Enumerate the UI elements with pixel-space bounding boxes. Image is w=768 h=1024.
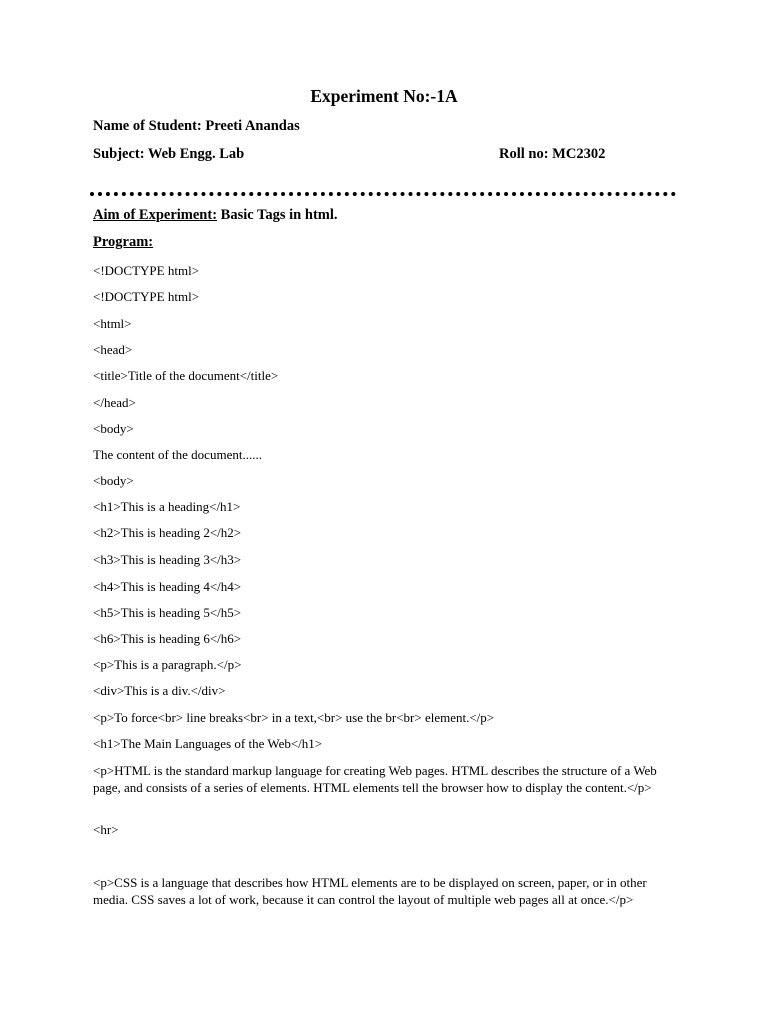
experiment-title: Experiment No:-1A [310, 86, 458, 106]
code-line: <title>Title of the document</title> [93, 368, 279, 383]
code-line: <h3>This is heading 3</h3> [93, 552, 242, 567]
code-line: <h1>The Main Languages of the Web</h1> [93, 736, 323, 751]
code-line: The content of the document...... [93, 447, 262, 462]
code-line: <h1>This is a heading</h1> [93, 499, 241, 514]
code-line: <html> [93, 316, 132, 331]
code-paragraph: <p>HTML is the standard markup language for creating Web pages. HTML describes the structure of a Web page, and consists of a series of elements. HTML elements tell the browser how to display the content.</p> [93, 763, 657, 795]
code-line: <body> [93, 473, 134, 488]
code-line: <h5>This is heading 5</h5> [93, 605, 242, 620]
aim-label: Aim of Experiment: [93, 207, 218, 223]
code-line: <hr> [93, 822, 119, 837]
code-line: <h4>This is heading 4</h4> [93, 579, 242, 594]
aim-line [93, 207, 338, 224]
student-name: Name of Student: Preeti Anandas [93, 118, 300, 134]
code-line: <p>To force<br> line breaks<br> in a text,<br> use the br<br> element.</p> [93, 710, 495, 725]
code-line: </head> [93, 395, 136, 410]
code-line: <h2>This is heading 2</h2> [93, 525, 242, 540]
program-label: Program: [93, 234, 154, 250]
code-line: <!DOCTYPE html> [93, 289, 200, 304]
subject-line: Subject: Web Engg. Lab [93, 146, 245, 162]
aim-text: Basic Tags in html. [217, 207, 338, 223]
roll-number: Roll no: MC2302 [499, 146, 606, 162]
code-line: <div>This is a div.</div> [93, 683, 226, 698]
code-line: <head> [93, 342, 133, 357]
code-line: <h6>This is heading 6</h6> [93, 631, 242, 646]
code-line: <body> [93, 421, 134, 436]
dotted-divider [90, 192, 676, 196]
code-line: <!DOCTYPE html> [93, 263, 200, 278]
code-line: <p>This is a paragraph.</p> [93, 657, 242, 672]
code-paragraph: <p>CSS is a language that describes how HTML elements are to be displayed on screen, paper, or in other media. CSS saves a lot of work, because it can control the layout of multiple web pages all at once.</p> [93, 875, 647, 907]
